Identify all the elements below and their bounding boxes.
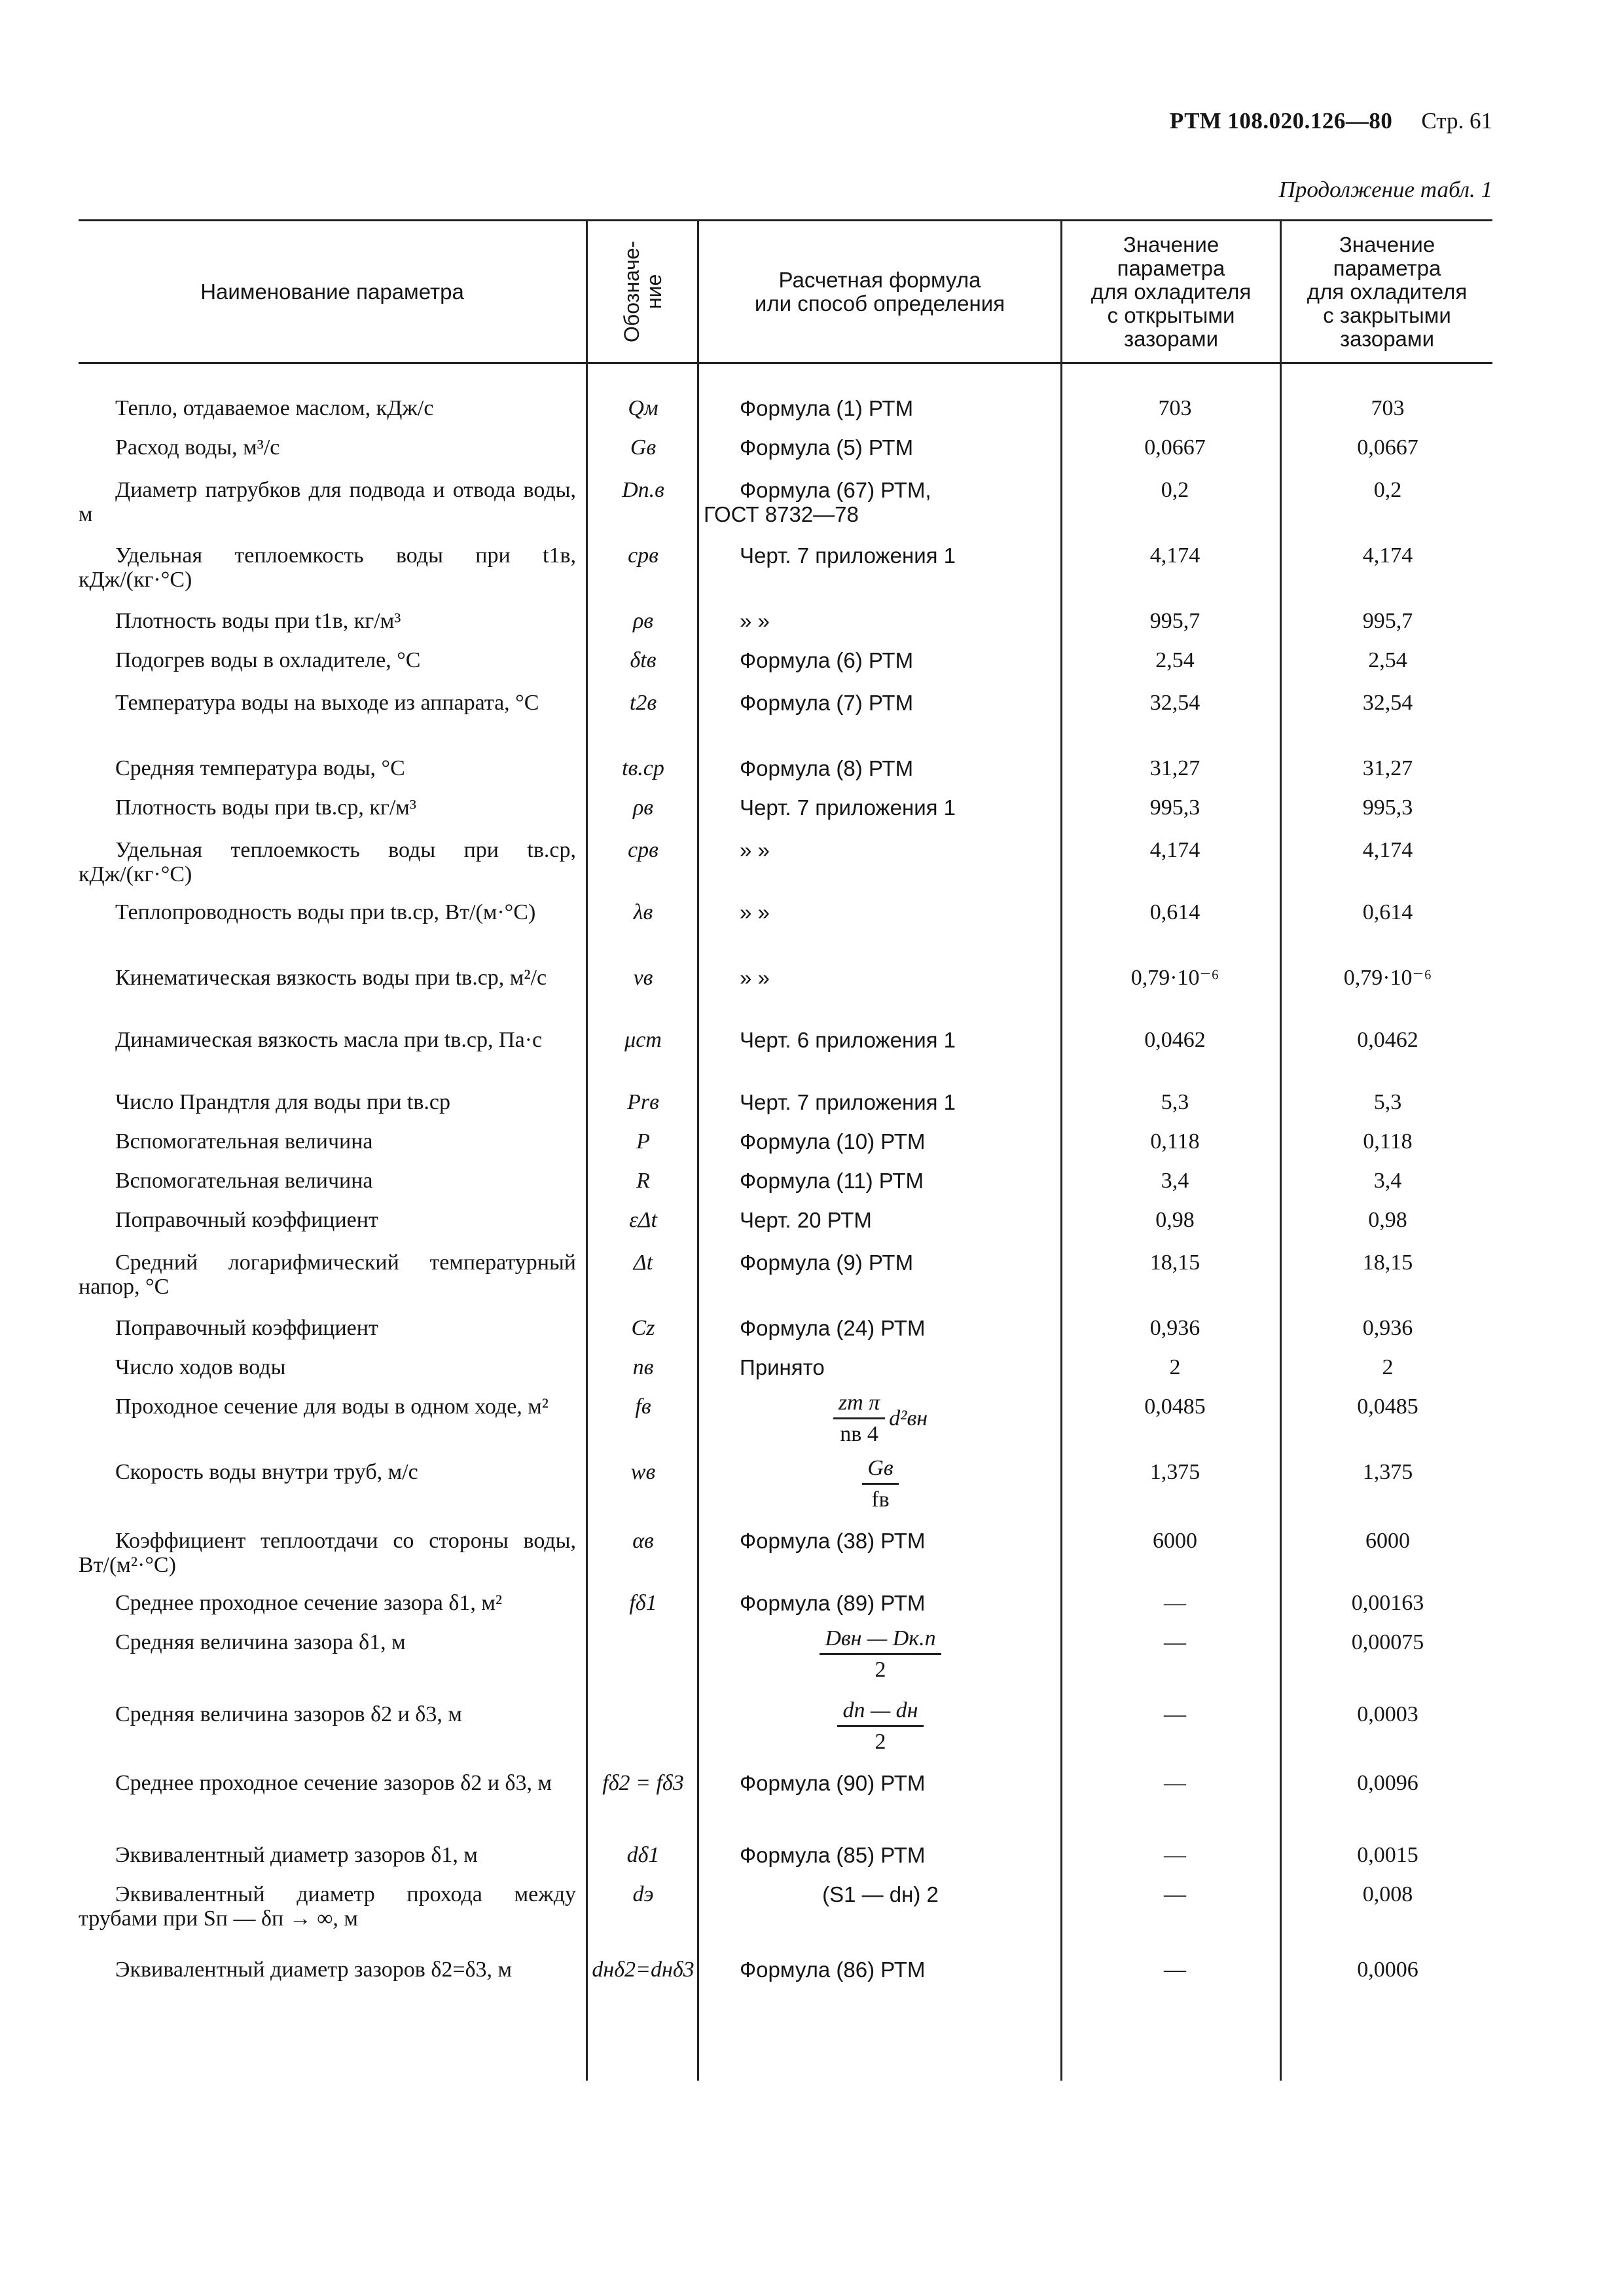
value-closed-gaps: 6000 <box>1365 1529 1410 1553</box>
determination-method: Формула (11) РТМ <box>740 1169 924 1193</box>
determination-method: » » <box>740 900 770 924</box>
parameter-symbol: nв <box>632 1355 654 1379</box>
value-closed-gaps: 0,00075 <box>1351 1630 1424 1654</box>
parameter-name: Средняя температура воды, °С <box>115 756 405 780</box>
parameter-symbol: ρв <box>632 609 654 633</box>
header-symbol <box>588 221 697 362</box>
value-open-gaps: 6000 <box>1153 1529 1197 1553</box>
header-open-line4: с открытыми <box>1107 302 1235 327</box>
parameter-symbol: Qм <box>628 396 659 420</box>
determination-method: Черт. 20 РТМ <box>740 1208 872 1232</box>
value-closed-gaps: 0,2 <box>1373 478 1402 502</box>
parameter-symbol: dэ <box>632 1882 654 1906</box>
value-closed-gaps: 32,54 <box>1362 691 1413 715</box>
determination-method: Принято <box>740 1355 825 1379</box>
value-closed-gaps: 0,0003 <box>1357 1702 1418 1726</box>
value-closed-gaps: 0,118 <box>1363 1129 1413 1154</box>
header-symbol-label: Обозначе- ние <box>619 240 666 343</box>
parameter-name: Диаметр патрубков для подвода и отвода воды, м <box>79 478 576 526</box>
value-closed-gaps: 0,0096 <box>1357 1771 1418 1795</box>
header-name-label: Наименование параметра <box>200 279 464 304</box>
parameter-symbol: wв <box>630 1460 656 1484</box>
formula-fraction <box>704 1698 1057 1754</box>
value-closed-gaps: 0,936 <box>1362 1316 1413 1340</box>
determination-method: Формула (6) РТМ <box>740 648 914 672</box>
value-closed-gaps: 4,174 <box>1362 838 1413 862</box>
parameter-symbol: tв.ср <box>622 756 664 780</box>
parameter-symbol: Prв <box>627 1090 659 1114</box>
fraction-stack <box>862 1456 898 1512</box>
fraction-stack <box>820 1626 941 1682</box>
parameter-name: Поправочный коэффициент <box>115 1316 378 1340</box>
parameter-name: Скорость воды внутри труб, м/с <box>115 1460 418 1484</box>
fraction-stack <box>833 1391 885 1446</box>
parameter-name: Поправочный коэффициент <box>115 1208 378 1232</box>
header-open-gaps <box>1062 221 1280 362</box>
formula-fraction <box>704 1456 1057 1512</box>
parameter-name: Плотность воды при tв.ср, кг/м³ <box>115 795 417 820</box>
determination-method: » » <box>740 966 770 990</box>
value-closed-gaps: 0,0006 <box>1357 1958 1418 1982</box>
fraction-numerator: Gв <box>862 1456 898 1485</box>
value-closed-gaps: 2 <box>1382 1355 1394 1379</box>
parameter-symbol: t2в <box>629 691 657 715</box>
value-open-gaps: 32,54 <box>1149 691 1200 715</box>
value-open-gaps: — <box>1164 1591 1186 1615</box>
header-open-line1: Значение <box>1123 232 1219 257</box>
value-open-gaps: 1,375 <box>1149 1460 1200 1484</box>
value-open-gaps: — <box>1164 1771 1186 1795</box>
parameter-symbol: P <box>636 1129 650 1154</box>
header-closed-gaps <box>1282 221 1492 362</box>
value-closed-gaps: 3,4 <box>1373 1169 1402 1193</box>
value-open-gaps: 5,3 <box>1161 1090 1189 1114</box>
fraction-denominator: nв 4 <box>840 1422 878 1446</box>
header-closed-line3: для охладителя <box>1307 279 1468 304</box>
determination-method: Формула (67) РТМ, <box>740 478 931 502</box>
value-open-gaps: 0,0667 <box>1144 435 1206 460</box>
parameter-name: Средняя величина зазора δ1, м <box>115 1630 406 1654</box>
value-closed-gaps: 0,614 <box>1362 900 1413 924</box>
header-formula-line1: Расчетная формула <box>778 267 981 292</box>
header-open-line3: для охладителя <box>1091 279 1252 304</box>
fraction-denominator: 2 <box>875 1730 886 1754</box>
header-closed-line2: параметра <box>1333 255 1441 280</box>
parameter-name: Эквивалентный диаметр зазоров δ2=δ3, м <box>115 1958 513 1982</box>
parameter-name: Число Прандтля для воды при tв.ср <box>115 1090 450 1114</box>
determination-method: Формула (5) РТМ <box>740 435 914 460</box>
determination-method: Черт. 7 приложения 1 <box>740 1090 956 1114</box>
parameter-name: Среднее проходное сечение зазора δ1, м² <box>115 1591 503 1615</box>
value-open-gaps: 18,15 <box>1149 1250 1200 1275</box>
formula-fraction <box>704 1391 1057 1446</box>
value-closed-gaps: 0,00163 <box>1351 1591 1424 1615</box>
value-open-gaps: 4,174 <box>1149 543 1200 568</box>
parameter-name: Проходное сечение для воды в одном ходе, м² <box>115 1394 549 1419</box>
parameter-symbol: αв <box>632 1529 654 1553</box>
parameter-name: Удельная теплоемкость воды при tв.ср, кДж/(кг·°С) <box>79 838 576 886</box>
value-open-gaps: 0,0485 <box>1144 1394 1206 1419</box>
determination-method: Формула (86) РТМ <box>740 1958 926 1982</box>
parameter-name: Среднее проходное сечение зазоров δ2 и δ3, м <box>115 1771 552 1795</box>
parameter-name: Теплопроводность воды при tв.ср, Вт/(м·°С) <box>115 900 536 924</box>
parameter-symbol: fδ1 <box>629 1591 657 1615</box>
fraction-denominator: fв <box>871 1487 890 1512</box>
column-divider-3 <box>1060 221 1062 2081</box>
fraction-numerator: Dвн — Dк.п <box>820 1626 941 1655</box>
fraction-denominator: 2 <box>875 1658 886 1682</box>
parameter-symbol: cpв <box>628 838 659 862</box>
value-closed-gaps: 1,375 <box>1362 1460 1413 1484</box>
value-open-gaps: 0,79·10⁻⁶ <box>1130 966 1219 990</box>
value-closed-gaps: 0,008 <box>1362 1882 1413 1906</box>
determination-method: Черт. 7 приложения 1 <box>740 543 956 568</box>
parameter-symbol: Dп.в <box>622 478 664 502</box>
parameter-symbol: λв <box>633 900 653 924</box>
parameter-name: Вспомогательная величина <box>115 1129 373 1154</box>
determination-method: Формула (38) РТМ <box>740 1529 926 1553</box>
value-closed-gaps: 995,7 <box>1362 609 1413 633</box>
value-open-gaps: 3,4 <box>1161 1169 1189 1193</box>
determination-method: Формула (8) РТМ <box>740 756 914 780</box>
determination-method: » » <box>740 838 770 862</box>
determination-method: » » <box>740 609 770 633</box>
parameter-name: Плотность воды при t1в, кг/м³ <box>115 609 401 633</box>
determination-method: Формула (7) РТМ <box>740 691 914 715</box>
determination-method: Формула (1) РТМ <box>740 396 914 420</box>
header-formula-line2: или способ определения <box>754 291 1005 316</box>
parameter-name: Коэффициент теплоотдачи со стороны воды, Вт/(м²·°С) <box>79 1529 576 1577</box>
parameter-symbol: μст <box>624 1028 662 1052</box>
value-open-gaps: 0,98 <box>1155 1208 1195 1232</box>
value-open-gaps: 0,614 <box>1149 900 1200 924</box>
value-open-gaps: 703 <box>1158 396 1192 420</box>
parameter-name: Эквивалентный диаметр прохода между трубами при Sп — δп → ∞, м <box>79 1882 576 1931</box>
value-closed-gaps: 18,15 <box>1362 1250 1413 1275</box>
determination-method: Черт. 7 приложения 1 <box>740 795 956 820</box>
value-open-gaps: 0,0462 <box>1144 1028 1206 1052</box>
determination-method-line2: ГОСТ 8732—78 <box>704 502 859 526</box>
value-open-gaps: 0,118 <box>1150 1129 1200 1154</box>
determination-method: Формула (85) РТМ <box>740 1843 926 1867</box>
parameter-name: Удельная теплоемкость воды при t1в, кДж/(кг·°С) <box>79 543 576 592</box>
table-continuation-note: Продолжение табл. 1 <box>1278 177 1492 202</box>
parameter-symbol: R <box>636 1169 650 1193</box>
value-open-gaps: 2 <box>1169 1355 1181 1379</box>
value-closed-gaps: 0,0015 <box>1357 1843 1418 1867</box>
header-open-line5: зазорами <box>1123 326 1219 351</box>
determination-method: Черт. 6 приложения 1 <box>740 1028 956 1052</box>
header-closed-line5: зазорами <box>1339 326 1435 351</box>
parameter-name: Тепло, отдаваемое маслом, кДж/с <box>115 396 434 420</box>
parameter-symbol: fδ2 = fδ3 <box>602 1771 684 1795</box>
value-closed-gaps: 5,3 <box>1373 1090 1402 1114</box>
value-open-gaps: — <box>1164 1958 1186 1982</box>
value-open-gaps: 2,54 <box>1155 648 1195 672</box>
formula-fraction <box>704 1626 1057 1682</box>
parameter-symbol: Δt <box>633 1250 653 1275</box>
parameter-symbol: dδ1 <box>626 1843 660 1867</box>
parameter-symbol: Cz <box>631 1316 655 1340</box>
value-closed-gaps: 0,0485 <box>1357 1394 1418 1419</box>
parameter-name: Эквивалентный диаметр зазоров δ1, м <box>115 1843 478 1867</box>
parameter-symbol: fв <box>635 1394 651 1419</box>
header-formula <box>699 221 1060 362</box>
value-open-gaps: 4,174 <box>1149 838 1200 862</box>
fraction-stack <box>837 1698 923 1754</box>
value-closed-gaps: 703 <box>1371 396 1405 420</box>
value-closed-gaps: 0,0667 <box>1357 435 1418 460</box>
header-name <box>79 221 586 362</box>
determination-method: Формула (90) РТМ <box>740 1771 926 1795</box>
parameter-symbol: δtв <box>630 648 657 672</box>
header-open-line2: параметра <box>1117 255 1225 280</box>
parameter-name: Вспомогательная величина <box>115 1169 373 1193</box>
parameter-name: Средний логарифмический температурный напор, °С <box>79 1250 576 1299</box>
fraction-numerator: dп — dн <box>837 1698 923 1727</box>
parameter-symbol: εΔt <box>629 1208 657 1232</box>
value-open-gaps: 995,7 <box>1149 609 1200 633</box>
document-code: РТМ 108.020.126—80 <box>1169 108 1393 134</box>
parameter-symbol: cpв <box>628 543 659 568</box>
value-open-gaps: — <box>1164 1702 1186 1726</box>
determination-method: (S1 — dн) 2 <box>822 1882 939 1906</box>
header-closed-line1: Значение <box>1339 232 1435 257</box>
determination-method: Формула (10) РТМ <box>740 1129 926 1154</box>
determination-method: Формула (9) РТМ <box>740 1250 914 1275</box>
parameter-symbol: νв <box>633 966 653 990</box>
value-open-gaps: — <box>1164 1630 1186 1654</box>
value-closed-gaps: 995,3 <box>1362 795 1413 820</box>
parameter-name: Кинематическая вязкость воды при tв.ср, м²/с <box>115 966 547 990</box>
value-closed-gaps: 0,0462 <box>1357 1028 1418 1052</box>
value-closed-gaps: 4,174 <box>1362 543 1413 568</box>
parameter-symbol: Gв <box>630 435 657 460</box>
parameter-name: Динамическая вязкость масла при tв.ср, Па·с <box>115 1028 543 1052</box>
parameter-name: Число ходов воды <box>115 1355 286 1379</box>
fraction-numerator: zт π <box>833 1391 885 1419</box>
value-open-gaps: 0,2 <box>1161 478 1189 502</box>
parameter-name: Температура воды на выходе из аппарата, °С <box>115 691 539 715</box>
value-closed-gaps: 0,98 <box>1368 1208 1407 1232</box>
value-open-gaps: — <box>1164 1843 1186 1867</box>
value-closed-gaps: 0,79·10⁻⁶ <box>1343 966 1432 990</box>
parameter-symbol: ρв <box>632 795 654 820</box>
value-open-gaps: 995,3 <box>1149 795 1200 820</box>
header-closed-line4: с закрытыми <box>1323 302 1451 327</box>
determination-method: Формула (24) РТМ <box>740 1316 926 1340</box>
value-closed-gaps: 31,27 <box>1362 756 1413 780</box>
value-closed-gaps: 2,54 <box>1368 648 1407 672</box>
fraction-factor: d²вн <box>889 1406 928 1430</box>
value-open-gaps: 31,27 <box>1149 756 1200 780</box>
determination-method: Формула (89) РТМ <box>740 1591 926 1615</box>
parameter-name: Подогрев воды в охладителе, °С <box>115 648 421 672</box>
value-open-gaps: 0,936 <box>1149 1316 1200 1340</box>
page-number: Стр. 61 <box>1421 108 1492 134</box>
parameter-name: Расход воды, м³/с <box>115 435 280 460</box>
parameter-symbol: dнδ2=dнδ3 <box>592 1958 695 1982</box>
parameter-name: Средняя величина зазоров δ2 и δ3, м <box>115 1702 462 1726</box>
value-open-gaps: — <box>1164 1882 1186 1906</box>
